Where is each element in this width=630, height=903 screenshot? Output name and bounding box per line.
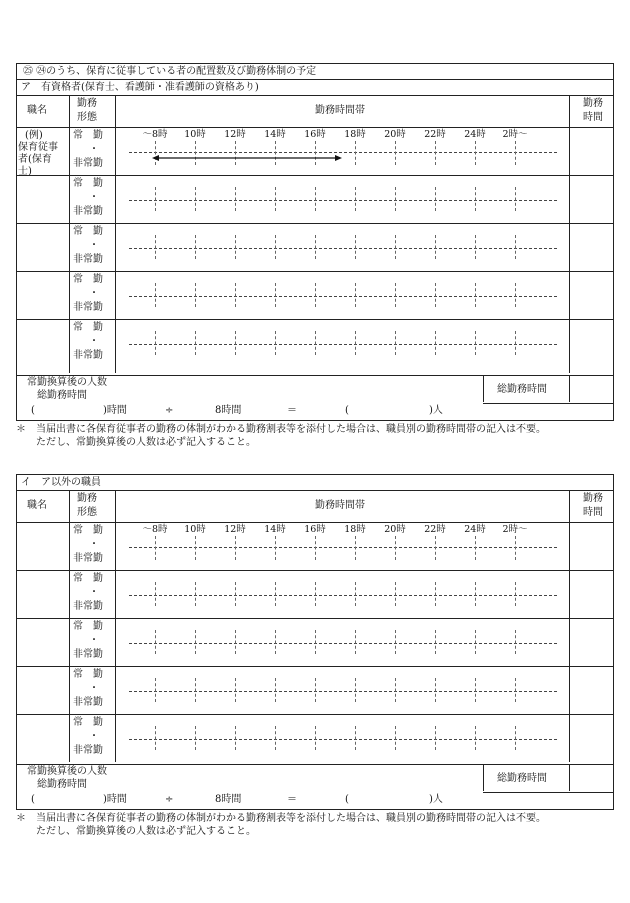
- header-form-1-b: 勤務: [77, 493, 97, 504]
- timeline-tick: [475, 235, 476, 259]
- timeline-line: [129, 643, 557, 644]
- form-regular: 常 勤: [73, 274, 103, 285]
- timeline-tick: [155, 235, 156, 259]
- timeline-line: [129, 739, 557, 740]
- timeline-tick: [315, 726, 316, 750]
- timeline-line: [129, 344, 557, 345]
- timeline-tick: [195, 536, 196, 560]
- timeline-tick: [395, 582, 396, 606]
- timeline-tick: [435, 187, 436, 211]
- timeline-tick: [195, 235, 196, 259]
- timeline-tick: [155, 536, 156, 560]
- example-label-2: 保育従事: [18, 142, 58, 153]
- timeline-tick: [475, 141, 476, 165]
- form-regular: 常 勤: [73, 717, 103, 728]
- calc-hours: )時間: [103, 405, 127, 416]
- form-part-time: 非常勤: [73, 350, 103, 361]
- form-regular: 常 勤: [73, 621, 103, 632]
- timeline-tick: [435, 235, 436, 259]
- form-part-time: 非常勤: [73, 206, 103, 217]
- calc-equals-b: ＝: [287, 794, 297, 805]
- timeline-tick: [235, 678, 236, 702]
- form-part-time: 非常勤: [73, 254, 103, 265]
- timeline-tick: [515, 536, 516, 560]
- calc-divide: ÷: [165, 405, 174, 416]
- timeline-tick: [515, 141, 516, 165]
- timeline-tick: [395, 283, 396, 307]
- time-tick-label: 14時: [264, 129, 286, 140]
- timeline-tick: [315, 331, 316, 355]
- time-tick-label: 10時: [184, 129, 206, 140]
- time-tick-label: 10時: [184, 524, 206, 535]
- time-tick-label: 20時: [384, 524, 406, 535]
- calc-people: )人: [429, 405, 443, 416]
- form-part-time: 非常勤: [73, 302, 103, 313]
- timeline-tick: [475, 187, 476, 211]
- timeline-tick: [395, 235, 396, 259]
- timeline-tick: [275, 283, 276, 307]
- form-dot: ・: [89, 288, 99, 299]
- note-a-2: ただし、常勤換算後の人数は必ず記入すること。: [36, 437, 256, 448]
- timeline-tick: [155, 726, 156, 750]
- timeline-tick: [355, 536, 356, 560]
- header-hours-1-b: 勤務: [583, 493, 603, 504]
- timeline-tick: [395, 536, 396, 560]
- timeline-tick: [235, 283, 236, 307]
- example-label-4: 士): [18, 166, 32, 177]
- section-b-table: [16, 474, 614, 810]
- time-tick-label: 20時: [384, 129, 406, 140]
- header-role: 職名: [27, 105, 47, 116]
- timeline-tick: [515, 582, 516, 606]
- form-dot: ・: [89, 587, 99, 598]
- timeline-tick: [195, 331, 196, 355]
- calc-equals: ＝: [287, 405, 297, 416]
- timeline-tick: [155, 630, 156, 654]
- example-label-1: (例): [25, 130, 43, 141]
- time-tick-label: 14時: [264, 524, 286, 535]
- form-dot: ・: [89, 336, 99, 347]
- calc-open-2-b: (: [345, 794, 349, 805]
- header-role-b: 職名: [27, 500, 47, 511]
- header-form-2: 形態: [77, 112, 97, 123]
- time-tick-label: ～8時: [142, 524, 168, 535]
- timeline-tick: [355, 235, 356, 259]
- note-b-1: ＊ 当届出書に各保育従事者の勤務の体制がわかる勤務割表等を添付した場合は、職員別の勤務時間帯の記入は不要。: [16, 813, 546, 824]
- footer-total-hours-b: 総勤務時間: [497, 773, 547, 784]
- form-regular: 常 勤: [73, 573, 103, 584]
- timeline-tick: [275, 630, 276, 654]
- timeline-tick: [155, 283, 156, 307]
- timeline-line: [129, 152, 557, 153]
- calc-open: (: [31, 405, 35, 416]
- calc-hours-b: )時間: [103, 794, 127, 805]
- timeline-tick: [475, 678, 476, 702]
- timeline-tick: [355, 283, 356, 307]
- calc-divide-b: ÷: [165, 794, 174, 805]
- timeline-tick: [315, 283, 316, 307]
- timeline-tick: [435, 582, 436, 606]
- time-tick-label: 16時: [304, 524, 326, 535]
- note-b-2: ただし、常勤換算後の人数は必ず記入すること。: [36, 826, 256, 837]
- section-b-title: イ ア以外の職員: [21, 477, 101, 488]
- timeline-tick: [435, 726, 436, 750]
- header-hours-2-b: 時間: [583, 507, 603, 518]
- note-a-1: ＊ 当届出書に各保育従事者の勤務の体制がわかる勤務割表等を添付した場合は、職員別の勤務時間帯の記入は不要。: [16, 424, 546, 435]
- timeline-tick: [275, 331, 276, 355]
- form-dot: ・: [89, 635, 99, 646]
- form-regular: 常 勤: [73, 669, 103, 680]
- timeline-tick: [395, 678, 396, 702]
- timeline-tick: [275, 726, 276, 750]
- section-a-subtitle: ア 有資格者(保育士、看護師・准看護師の資格あり): [21, 82, 259, 93]
- header-hours-1: 勤務: [583, 98, 603, 109]
- timeline-tick: [195, 582, 196, 606]
- form-regular: 常 勤: [73, 178, 103, 189]
- timeline-tick: [235, 630, 236, 654]
- time-tick-label: 22時: [424, 524, 446, 535]
- time-tick-label: 24時: [464, 129, 486, 140]
- timeline-tick: [435, 536, 436, 560]
- timeline-tick: [275, 187, 276, 211]
- time-tick-label: 2時～: [502, 129, 528, 140]
- timeline-tick: [355, 141, 356, 165]
- timeline-tick: [275, 678, 276, 702]
- timeline-tick: [315, 630, 316, 654]
- time-tick-label: 24時: [464, 524, 486, 535]
- time-tick-label: 22時: [424, 129, 446, 140]
- timeline-tick: [155, 187, 156, 211]
- timeline-line: [129, 296, 557, 297]
- form-dot: ・: [89, 144, 99, 155]
- time-tick-label: 12時: [224, 129, 246, 140]
- timeline-line: [129, 248, 557, 249]
- time-tick-label: ～8時: [142, 129, 168, 140]
- timeline-tick: [395, 141, 396, 165]
- time-tick-label: 18時: [344, 129, 366, 140]
- footer-label-2-b: 総勤務時間: [37, 779, 87, 790]
- calc-open-2: (: [345, 405, 349, 416]
- time-tick-label: 18時: [344, 524, 366, 535]
- timeline-tick: [315, 536, 316, 560]
- form-dot: ・: [89, 240, 99, 251]
- calc-open-b: (: [31, 794, 35, 805]
- calc-eight-hours: 8時間: [215, 405, 242, 416]
- timeline-tick: [195, 678, 196, 702]
- timeline-tick: [355, 678, 356, 702]
- timeline-tick: [395, 630, 396, 654]
- footer-label-1: 常勤換算後の人数: [27, 377, 107, 388]
- timeline-tick: [355, 630, 356, 654]
- timeline-tick: [275, 536, 276, 560]
- timeline-tick: [355, 187, 356, 211]
- timeline-line: [129, 595, 557, 596]
- timeline-tick: [435, 331, 436, 355]
- timeline-tick: [515, 187, 516, 211]
- timeline-tick: [515, 331, 516, 355]
- timeline-tick: [235, 536, 236, 560]
- timeline-tick: [435, 283, 436, 307]
- timeline-tick: [435, 141, 436, 165]
- timeline-tick: [515, 726, 516, 750]
- form-part-time: 非常勤: [73, 745, 103, 756]
- timeline-line: [129, 691, 557, 692]
- form-regular: 常 勤: [73, 130, 103, 141]
- timeline-tick: [235, 331, 236, 355]
- timeline-tick: [435, 630, 436, 654]
- time-tick-label: 2時～: [502, 524, 528, 535]
- timeline-tick: [195, 726, 196, 750]
- timeline-tick: [355, 726, 356, 750]
- form-dot: ・: [89, 539, 99, 550]
- form-regular: 常 勤: [73, 322, 103, 333]
- calc-eight-hours-b: 8時間: [215, 794, 242, 805]
- timeline-tick: [195, 283, 196, 307]
- form-dot: ・: [89, 192, 99, 203]
- timeline-tick: [315, 235, 316, 259]
- timeline-tick: [195, 630, 196, 654]
- timeline-tick: [515, 630, 516, 654]
- form-part-time: 非常勤: [73, 553, 103, 564]
- timeline-tick: [235, 235, 236, 259]
- section-a-title: ㉕ ㉔のうち、保育に従事している者の配置数及び勤務体制の予定: [23, 66, 317, 77]
- header-hours-2: 時間: [583, 112, 603, 123]
- header-form-2-b: 形態: [77, 507, 97, 518]
- section-a-table: [16, 63, 614, 421]
- form-part-time: 非常勤: [73, 158, 103, 169]
- timeline-tick: [355, 582, 356, 606]
- form-dot: ・: [89, 683, 99, 694]
- timeline-tick: [195, 187, 196, 211]
- form-part-time: 非常勤: [73, 697, 103, 708]
- timeline-line: [129, 547, 557, 548]
- example-arrow: [152, 154, 342, 162]
- timeline-line: [129, 200, 557, 201]
- timeline-tick: [475, 331, 476, 355]
- footer-total-hours: 総勤務時間: [497, 384, 547, 395]
- example-label-3: 者(保育: [18, 154, 52, 165]
- form-dot: ・: [89, 731, 99, 742]
- header-form-1: 勤務: [77, 98, 97, 109]
- timeline-tick: [515, 235, 516, 259]
- timeline-tick: [475, 582, 476, 606]
- timeline-tick: [355, 331, 356, 355]
- form-regular: 常 勤: [73, 226, 103, 237]
- time-tick-label: 12時: [224, 524, 246, 535]
- timeline-tick: [395, 726, 396, 750]
- timeline-tick: [475, 283, 476, 307]
- timeline-tick: [275, 582, 276, 606]
- form-regular: 常 勤: [73, 525, 103, 536]
- timeline-tick: [515, 678, 516, 702]
- timeline-tick: [475, 726, 476, 750]
- timeline-tick: [155, 678, 156, 702]
- header-time-band-b: 勤務時間帯: [315, 500, 365, 511]
- timeline-tick: [235, 187, 236, 211]
- timeline-tick: [235, 582, 236, 606]
- form-part-time: 非常勤: [73, 601, 103, 612]
- timeline-tick: [155, 582, 156, 606]
- timeline-tick: [155, 331, 156, 355]
- timeline-tick: [235, 726, 236, 750]
- timeline-tick: [315, 582, 316, 606]
- calc-people-b: )人: [429, 794, 443, 805]
- timeline-tick: [475, 536, 476, 560]
- timeline-tick: [315, 678, 316, 702]
- header-time-band: 勤務時間帯: [315, 105, 365, 116]
- timeline-tick: [395, 187, 396, 211]
- timeline-tick: [275, 235, 276, 259]
- form-part-time: 非常勤: [73, 649, 103, 660]
- footer-label-1-b: 常勤換算後の人数: [27, 766, 107, 777]
- footer-label-2: 総勤務時間: [37, 390, 87, 401]
- time-tick-label: 16時: [304, 129, 326, 140]
- timeline-tick: [395, 331, 396, 355]
- timeline-tick: [315, 187, 316, 211]
- timeline-tick: [515, 283, 516, 307]
- timeline-tick: [435, 678, 436, 702]
- timeline-tick: [475, 630, 476, 654]
